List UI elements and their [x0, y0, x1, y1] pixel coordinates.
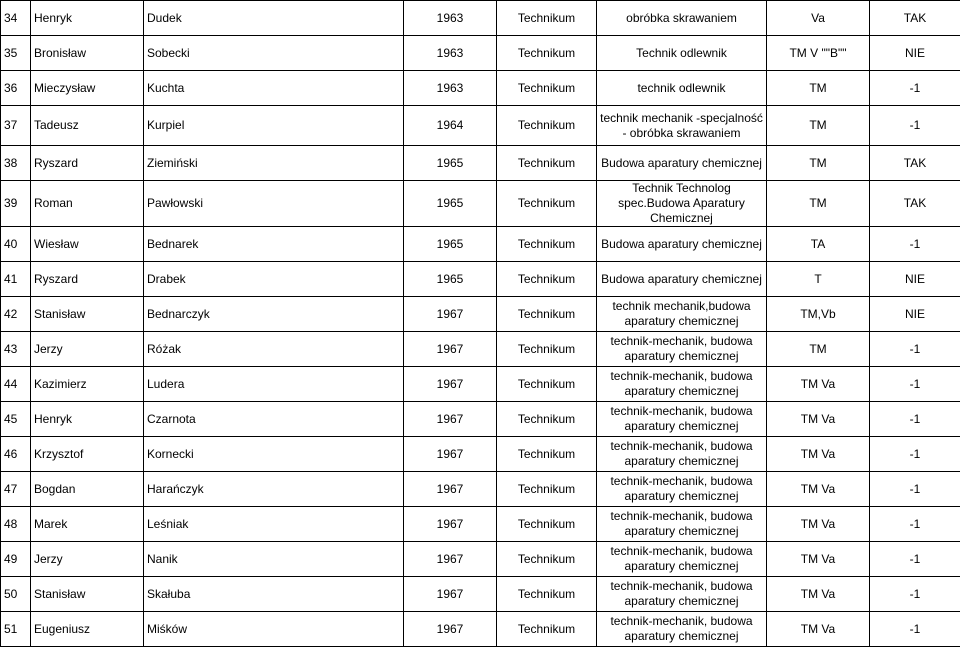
cell-year: 1965 [404, 227, 497, 262]
cell-year: 1967 [404, 367, 497, 402]
cell-last-name: Ziemiński [144, 146, 404, 181]
cell-last-name: Drabek [144, 262, 404, 297]
cell-first-name: Bronisław [31, 36, 144, 71]
cell-school: Technikum [497, 367, 597, 402]
table-row [1, 332, 960, 367]
cell-specialization: technik mechanik,budowa aparatury chemicznej [597, 297, 767, 332]
cell-specialization: Technik odlewnik [597, 36, 767, 71]
cell-class: Va [767, 1, 870, 36]
cell-first-name: Ryszard [31, 262, 144, 297]
cell-school: Technikum [497, 181, 597, 227]
cell-last-name: Skałuba [144, 577, 404, 612]
cell-school: Technikum [497, 36, 597, 71]
cell-class: TM [767, 106, 870, 146]
cell-class: TM V ""B"" [767, 36, 870, 71]
cell-first-name: Roman [31, 181, 144, 227]
cell-first-name: Ryszard [31, 146, 144, 181]
cell-school: Technikum [497, 507, 597, 542]
cell-class: TM [767, 71, 870, 106]
cell-class: TM Va [767, 472, 870, 507]
cell-school: Technikum [497, 542, 597, 577]
cell-nr: 40 [1, 227, 31, 262]
table-row [1, 367, 960, 402]
cell-flag: TAK [870, 1, 960, 36]
cell-specialization: technik-mechanik, budowa aparatury chemicznej [597, 402, 767, 437]
cell-specialization: technik-mechanik, budowa aparatury chemicznej [597, 577, 767, 612]
cell-flag: NIE [870, 297, 960, 332]
cell-flag: -1 [870, 507, 960, 542]
cell-flag: -1 [870, 332, 960, 367]
cell-nr: 50 [1, 577, 31, 612]
cell-specialization: technik odlewnik [597, 71, 767, 106]
cell-class: T [767, 262, 870, 297]
cell-nr: 39 [1, 181, 31, 227]
cell-nr: 46 [1, 437, 31, 472]
cell-nr: 38 [1, 146, 31, 181]
cell-year: 1967 [404, 507, 497, 542]
cell-class: TM [767, 332, 870, 367]
table-row [1, 402, 960, 437]
cell-first-name: Stanisław [31, 577, 144, 612]
cell-class: TA [767, 227, 870, 262]
cell-year: 1967 [404, 472, 497, 507]
cell-last-name: Leśniak [144, 507, 404, 542]
cell-school: Technikum [497, 332, 597, 367]
cell-specialization: technik-mechanik, budowa aparatury chemicznej [597, 542, 767, 577]
table-row [1, 507, 960, 542]
cell-first-name: Eugeniusz [31, 612, 144, 647]
cell-flag: TAK [870, 181, 960, 227]
cell-nr: 49 [1, 542, 31, 577]
cell-specialization: Technik Technolog spec.Budowa Aparatury Chemicznej [597, 181, 767, 227]
cell-flag: -1 [870, 227, 960, 262]
cell-class: TM Va [767, 542, 870, 577]
cell-year: 1965 [404, 181, 497, 227]
cell-last-name: Miśków [144, 612, 404, 647]
cell-first-name: Wiesław [31, 227, 144, 262]
cell-first-name: Henryk [31, 402, 144, 437]
cell-class: TM Va [767, 507, 870, 542]
cell-flag: NIE [870, 36, 960, 71]
cell-year: 1965 [404, 146, 497, 181]
cell-last-name: Różak [144, 332, 404, 367]
cell-class: TM [767, 181, 870, 227]
cell-specialization: technik-mechanik, budowa aparatury chemicznej [597, 507, 767, 542]
cell-class: TM [767, 146, 870, 181]
cell-last-name: Bednarczyk [144, 297, 404, 332]
cell-school: Technikum [497, 106, 597, 146]
cell-specialization: Budowa aparatury chemicznej [597, 262, 767, 297]
cell-last-name: Harańczyk [144, 472, 404, 507]
table-row [1, 71, 960, 106]
cell-last-name: Bednarek [144, 227, 404, 262]
table-row [1, 181, 960, 227]
table-row [1, 297, 960, 332]
cell-flag: TAK [870, 146, 960, 181]
cell-flag: -1 [870, 106, 960, 146]
cell-year: 1967 [404, 297, 497, 332]
cell-specialization: Budowa aparatury chemicznej [597, 227, 767, 262]
cell-year: 1967 [404, 332, 497, 367]
cell-year: 1967 [404, 437, 497, 472]
cell-class: TM Va [767, 402, 870, 437]
cell-last-name: Nanik [144, 542, 404, 577]
cell-year: 1963 [404, 1, 497, 36]
cell-nr: 37 [1, 106, 31, 146]
cell-specialization: obróbka skrawaniem [597, 1, 767, 36]
cell-first-name: Mieczysław [31, 71, 144, 106]
cell-specialization: technik-mechanik, budowa aparatury chemicznej [597, 332, 767, 367]
cell-specialization: technik-mechanik, budowa aparatury chemicznej [597, 612, 767, 647]
table-row [1, 577, 960, 612]
cell-first-name: Bogdan [31, 472, 144, 507]
cell-year: 1965 [404, 262, 497, 297]
cell-first-name: Stanisław [31, 297, 144, 332]
cell-year: 1967 [404, 612, 497, 647]
cell-school: Technikum [497, 472, 597, 507]
cell-flag: -1 [870, 402, 960, 437]
cell-first-name: Henryk [31, 1, 144, 36]
cell-school: Technikum [497, 262, 597, 297]
table-row [1, 542, 960, 577]
cell-flag: -1 [870, 577, 960, 612]
cell-last-name: Pawłowski [144, 181, 404, 227]
table-row [1, 1, 960, 36]
cell-first-name: Marek [31, 507, 144, 542]
cell-class: TM,Vb [767, 297, 870, 332]
cell-flag: -1 [870, 542, 960, 577]
cell-school: Technikum [497, 402, 597, 437]
cell-class: TM Va [767, 437, 870, 472]
cell-class: TM Va [767, 612, 870, 647]
cell-last-name: Sobecki [144, 36, 404, 71]
cell-nr: 44 [1, 367, 31, 402]
cell-flag: -1 [870, 472, 960, 507]
cell-specialization: Budowa aparatury chemicznej [597, 146, 767, 181]
cell-school: Technikum [497, 1, 597, 36]
cell-school: Technikum [497, 612, 597, 647]
cell-nr: 41 [1, 262, 31, 297]
table-row [1, 146, 960, 181]
cell-nr: 48 [1, 507, 31, 542]
table-row [1, 227, 960, 262]
cell-first-name: Krzysztof [31, 437, 144, 472]
cell-nr: 34 [1, 1, 31, 36]
cell-year: 1967 [404, 542, 497, 577]
cell-last-name: Kuchta [144, 71, 404, 106]
cell-nr: 35 [1, 36, 31, 71]
table-row [1, 36, 960, 71]
table-body [1, 1, 960, 647]
cell-nr: 51 [1, 612, 31, 647]
table-row [1, 612, 960, 647]
cell-year: 1964 [404, 106, 497, 146]
cell-year: 1967 [404, 402, 497, 437]
cell-first-name: Tadeusz [31, 106, 144, 146]
cell-school: Technikum [497, 146, 597, 181]
cell-nr: 47 [1, 472, 31, 507]
table-row [1, 472, 960, 507]
cell-nr: 42 [1, 297, 31, 332]
cell-specialization: technik-mechanik, budowa aparatury chemicznej [597, 472, 767, 507]
cell-last-name: Ludera [144, 367, 404, 402]
cell-specialization: technik-mechanik, budowa aparatury chemicznej [597, 437, 767, 472]
table-row [1, 262, 960, 297]
cell-specialization: technik-mechanik, budowa aparatury chemicznej [597, 367, 767, 402]
cell-flag: -1 [870, 71, 960, 106]
cell-flag: -1 [870, 437, 960, 472]
cell-nr: 36 [1, 71, 31, 106]
cell-year: 1967 [404, 577, 497, 612]
cell-flag: NIE [870, 262, 960, 297]
cell-last-name: Czarnota [144, 402, 404, 437]
cell-class: TM Va [767, 367, 870, 402]
table-row [1, 106, 960, 146]
cell-nr: 43 [1, 332, 31, 367]
cell-flag: -1 [870, 612, 960, 647]
cell-specialization: technik mechanik -specjalność - obróbka skrawaniem [597, 106, 767, 146]
cell-school: Technikum [497, 227, 597, 262]
cell-last-name: Dudek [144, 1, 404, 36]
cell-last-name: Kurpiel [144, 106, 404, 146]
cell-flag: -1 [870, 367, 960, 402]
cell-class: TM Va [767, 577, 870, 612]
cell-first-name: Jerzy [31, 542, 144, 577]
table-row [1, 437, 960, 472]
cell-school: Technikum [497, 577, 597, 612]
cell-school: Technikum [497, 297, 597, 332]
cell-last-name: Kornecki [144, 437, 404, 472]
cell-first-name: Jerzy [31, 332, 144, 367]
cell-year: 1963 [404, 36, 497, 71]
cell-school: Technikum [497, 437, 597, 472]
cell-nr: 45 [1, 402, 31, 437]
cell-year: 1963 [404, 71, 497, 106]
cell-first-name: Kazimierz [31, 367, 144, 402]
cell-school: Technikum [497, 71, 597, 106]
